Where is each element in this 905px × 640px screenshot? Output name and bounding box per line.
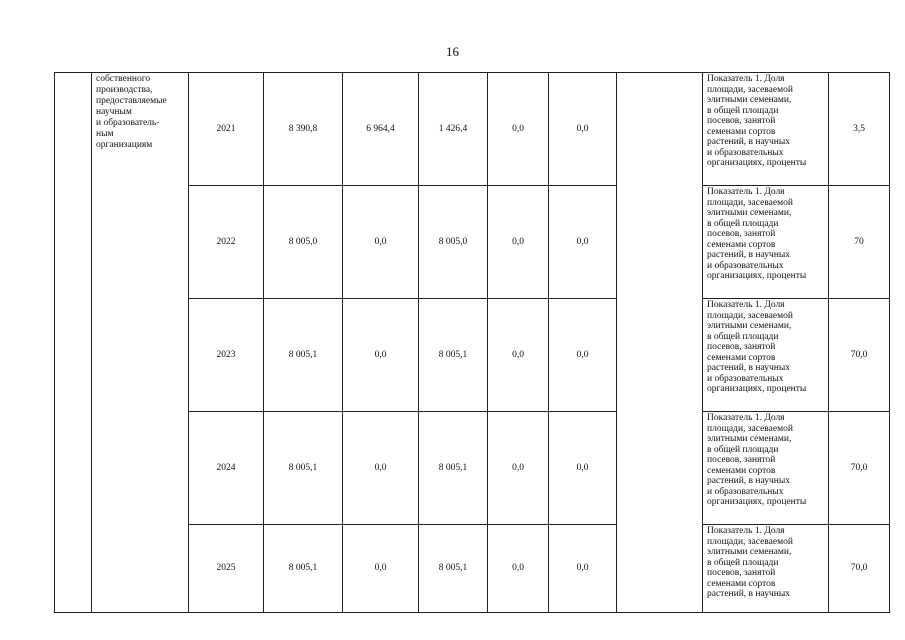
federal-budget-cell: 0,0 [343,412,419,525]
table-row [55,73,890,186]
federal-budget-cell: 0,0 [343,525,419,613]
budget-table [54,72,890,613]
program-name-cell [92,73,189,613]
program-name-text: собственного производства, предоставляемые научным и образователь- ным организациям [96,74,167,150]
indicator-cell [703,73,829,186]
local-budget-cell: 0,0 [488,525,549,613]
year-cell: 2023 [189,299,264,412]
indicator-cell [703,412,829,525]
page-number: 16 [446,44,459,59]
indicator-cell [703,299,829,412]
total-cell: 8 005,1 [264,299,343,412]
federal-budget-cell: 0,0 [343,299,419,412]
year-cell: 2025 [189,525,264,613]
total-cell: 8 005,1 [264,412,343,525]
indicator-value-cell: 70 [829,186,890,299]
indicator-text: Показатель 1. Доля площади, засеваемой элитными семенами, в общей площади посевов, занятой семенами сортов растений, в научных и образовательных организациях, проценты [707,300,807,394]
indicator-cell [703,186,829,299]
year-cell: 2022 [189,186,264,299]
indicator-text: Показатель 1. Доля площади, засеваемой элитными семенами, в общей площади посевов, занятой семенами сортов растений, в научных и образовательных организациях, проценты [707,187,807,281]
local-budget-cell: 0,0 [488,299,549,412]
number-column-cell [55,73,92,613]
year-cell: 2024 [189,412,264,525]
regional-budget-cell: 8 005,0 [419,186,488,299]
indicator-value-cell: 70,0 [829,412,890,525]
total-cell: 8 005,1 [264,525,343,613]
local-budget-cell: 0,0 [488,186,549,299]
indicator-text: Показатель 1. Доля площади, засеваемой элитными семенами, в общей площади посевов, занятой семенами сортов растений, в научных и образовательных организациях, проценты [707,74,807,168]
local-budget-cell: 0,0 [488,412,549,525]
other-sources-cell: 0,0 [549,186,617,299]
year-cell: 2021 [189,73,264,186]
federal-budget-cell: 0,0 [343,186,419,299]
indicator-text: Показатель 1. Доля площади, засеваемой элитными семенами, в общей площади посевов, занятой семенами сортов растений, в научных [707,526,793,599]
other-sources-cell: 0,0 [549,73,617,186]
other-sources-cell: 0,0 [549,299,617,412]
total-cell: 8 005,0 [264,186,343,299]
other-sources-cell: 0,0 [549,412,617,525]
total-cell: 8 390,8 [264,73,343,186]
indicator-cell [703,525,829,613]
regional-budget-cell: 8 005,1 [419,525,488,613]
indicator-value-cell: 3,5 [829,73,890,186]
regional-budget-cell: 8 005,1 [419,412,488,525]
responsible-cell [617,73,703,613]
indicator-value-cell: 70,0 [829,299,890,412]
indicator-text: Показатель 1. Доля площади, засеваемой элитными семенами, в общей площади посевов, занятой семенами сортов растений, в научных и образовательных организациях, проценты [707,413,807,507]
federal-budget-cell: 6 964,4 [343,73,419,186]
other-sources-cell: 0,0 [549,525,617,613]
local-budget-cell: 0,0 [488,73,549,186]
regional-budget-cell: 1 426,4 [419,73,488,186]
indicator-value-cell: 70,0 [829,525,890,613]
regional-budget-cell: 8 005,1 [419,299,488,412]
